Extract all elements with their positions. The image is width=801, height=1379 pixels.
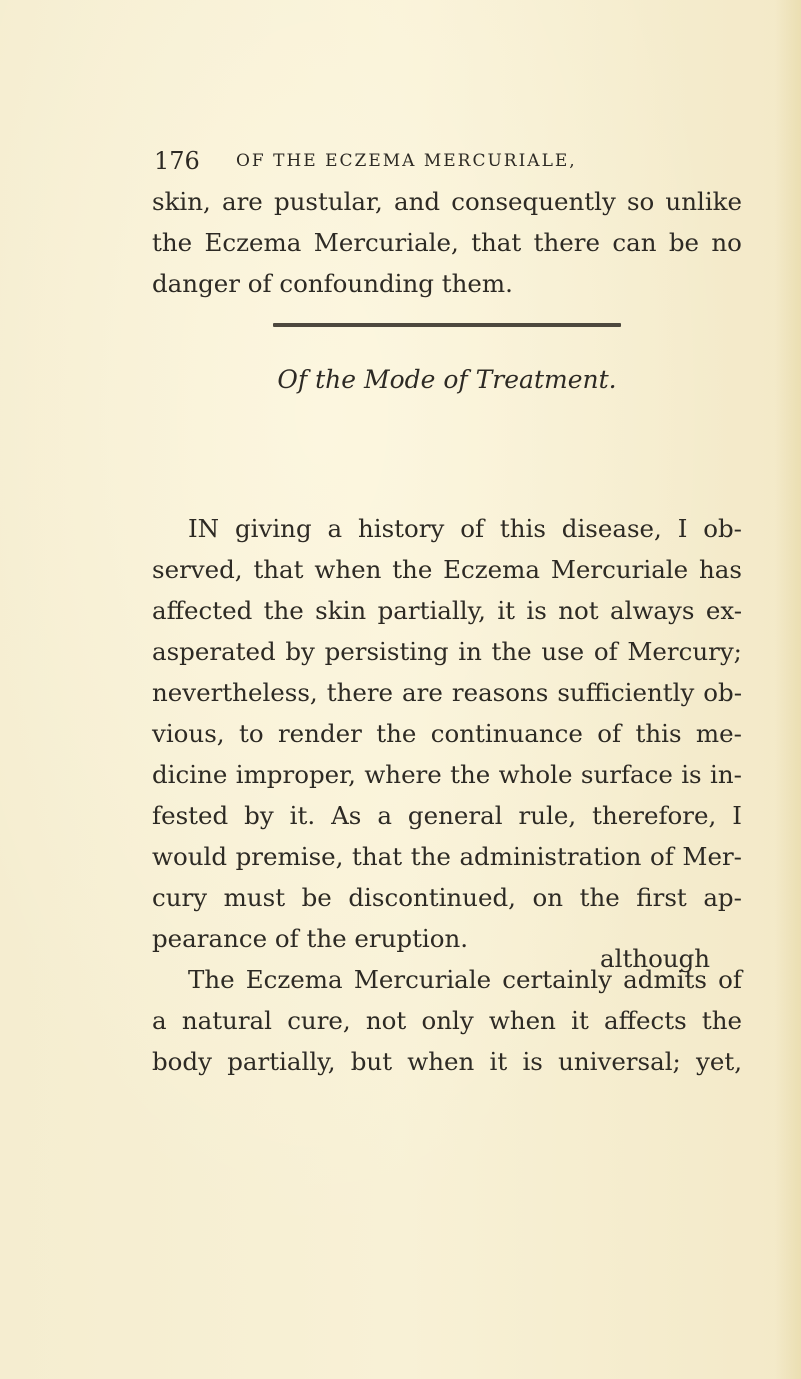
word: Eczema [443, 555, 541, 584]
word: sufficiently [557, 678, 695, 707]
word: on [532, 883, 564, 912]
word: it. [289, 801, 316, 830]
line-text [152, 836, 742, 877]
text-line [152, 549, 742, 590]
word: rule, [518, 801, 577, 830]
word: be [668, 228, 700, 257]
word: it [489, 1047, 508, 1076]
word: surface [580, 760, 673, 789]
word: affected [152, 596, 253, 625]
page-edge-shadow [775, 0, 801, 1379]
word: Eczema [204, 228, 302, 257]
text-line [152, 590, 742, 631]
word: of [593, 637, 618, 666]
word: admits [623, 965, 707, 994]
text-line [152, 263, 742, 304]
word: of [718, 965, 742, 994]
word: the [410, 842, 451, 871]
text-line [152, 1000, 742, 1041]
word: use [541, 637, 585, 666]
line-text [188, 508, 742, 549]
word: is [526, 596, 547, 625]
word: disease, [561, 514, 662, 543]
word: a [327, 514, 343, 543]
word: fested [152, 801, 229, 830]
word: when [407, 1047, 475, 1076]
section-heading: Of the Mode of Treatment. [277, 365, 617, 394]
word: body [152, 1047, 212, 1076]
word: a [152, 1006, 167, 1035]
word: the [376, 719, 417, 748]
word: partially, [377, 596, 486, 625]
word: partially, [227, 1047, 336, 1076]
word: not [365, 1006, 407, 1035]
word: discontinued, [348, 883, 516, 912]
word: improper, [235, 760, 356, 789]
word: not [558, 596, 599, 625]
word: served, [152, 555, 243, 584]
line-text [152, 672, 742, 713]
word: Mercuriale [353, 965, 492, 994]
word: persisting [324, 637, 449, 666]
word: skin [315, 596, 367, 625]
word: must [223, 883, 286, 912]
word: are [402, 678, 443, 707]
word: administration [459, 842, 642, 871]
word: Eczema [245, 965, 343, 994]
word: of [649, 842, 674, 871]
word: IN [188, 514, 220, 543]
text-line [152, 795, 742, 836]
word: consequently [451, 187, 616, 216]
word: premise, [235, 842, 344, 871]
line-text: danger of confounding them. [152, 269, 513, 298]
text-line [152, 754, 742, 795]
word: is [522, 1047, 543, 1076]
word: dicine [152, 760, 228, 789]
line-text [152, 877, 742, 918]
word: Mercuriale [550, 555, 689, 584]
word: by [285, 637, 315, 666]
word: has [698, 555, 742, 584]
word: only [421, 1006, 474, 1035]
running-head: OF THE ECZEMA MERCURIALE, [236, 151, 577, 171]
word: ap- [703, 883, 742, 912]
word: there [533, 228, 600, 257]
word: certainly [502, 965, 612, 994]
text-line [152, 836, 742, 877]
line-text [152, 713, 742, 754]
word: natural [181, 1006, 272, 1035]
word: therefore, [592, 801, 717, 830]
word: unlike [665, 187, 742, 216]
text-line [152, 181, 742, 222]
line-text [152, 549, 742, 590]
text-line [152, 877, 742, 918]
text-line [152, 713, 742, 754]
word: reasons [451, 678, 549, 707]
line-text: pearance of the eruption. [152, 924, 469, 953]
word: always [610, 596, 695, 625]
word: I [677, 514, 688, 543]
word: skin, [152, 187, 211, 216]
word: the [392, 555, 433, 584]
word: by [244, 801, 274, 830]
word: that [253, 555, 304, 584]
page-header [154, 147, 634, 179]
word: it [497, 596, 516, 625]
word: be [301, 883, 332, 912]
word: The [188, 965, 235, 994]
word: giving [234, 514, 312, 543]
word: is [681, 760, 702, 789]
word: that [352, 842, 403, 871]
word: the [579, 883, 620, 912]
word: are [221, 187, 263, 216]
word: it [571, 1006, 589, 1035]
word: in [458, 637, 482, 666]
word: affects [604, 1006, 687, 1035]
line-text [152, 754, 742, 795]
word: the [701, 1006, 742, 1035]
word: a [377, 801, 392, 830]
word: can [612, 228, 657, 257]
word: the [263, 596, 304, 625]
word: the [491, 637, 532, 666]
word: when [488, 1006, 556, 1035]
text-line [152, 508, 742, 549]
word: but [350, 1047, 393, 1076]
word: As [331, 801, 362, 830]
word: would [152, 842, 228, 871]
line-text [152, 1000, 742, 1041]
word: render [277, 719, 362, 748]
page-number: 176 [154, 147, 200, 175]
word: ob- [703, 678, 742, 707]
catchword: although [600, 944, 711, 973]
word: to [238, 719, 264, 748]
text-line [152, 1041, 742, 1082]
line-text [152, 631, 742, 672]
word: this [635, 719, 682, 748]
line-text [152, 181, 742, 222]
body-text [152, 508, 742, 1082]
word: cury [152, 883, 208, 912]
word: general [407, 801, 503, 830]
word: so [626, 187, 655, 216]
line-text [152, 1041, 742, 1082]
word: I [732, 801, 742, 830]
word: whole [498, 760, 573, 789]
line-text [152, 222, 742, 263]
line-text [152, 590, 742, 631]
word: universal; [558, 1047, 681, 1076]
word: cure, [287, 1006, 351, 1035]
word: yet, [696, 1047, 742, 1076]
word: no [711, 228, 742, 257]
word: the [450, 760, 491, 789]
word: Mer- [682, 842, 742, 871]
word: ex- [705, 596, 742, 625]
word: when [314, 555, 382, 584]
word: this [499, 514, 546, 543]
word: me- [695, 719, 742, 748]
word: and [394, 187, 441, 216]
word: pustular, [273, 187, 383, 216]
word: ob- [703, 514, 742, 543]
section-divider-rule [273, 323, 621, 327]
word: where [364, 760, 442, 789]
word: in- [710, 760, 742, 789]
text-line [152, 631, 742, 672]
text-line [152, 222, 742, 263]
word: the [152, 228, 193, 257]
word: vious, [152, 719, 225, 748]
word: continuance [430, 719, 583, 748]
line-text [152, 795, 742, 836]
word: asperated [152, 637, 276, 666]
top-paragraph [152, 181, 742, 304]
word: that [471, 228, 522, 257]
word: Mercuriale, [313, 228, 459, 257]
word: of [597, 719, 622, 748]
word: history [357, 514, 445, 543]
word: of [460, 514, 485, 543]
word: Mercury; [627, 637, 742, 666]
word: first [636, 883, 687, 912]
word: there [326, 678, 394, 707]
word: nevertheless, [152, 678, 318, 707]
text-line [152, 672, 742, 713]
